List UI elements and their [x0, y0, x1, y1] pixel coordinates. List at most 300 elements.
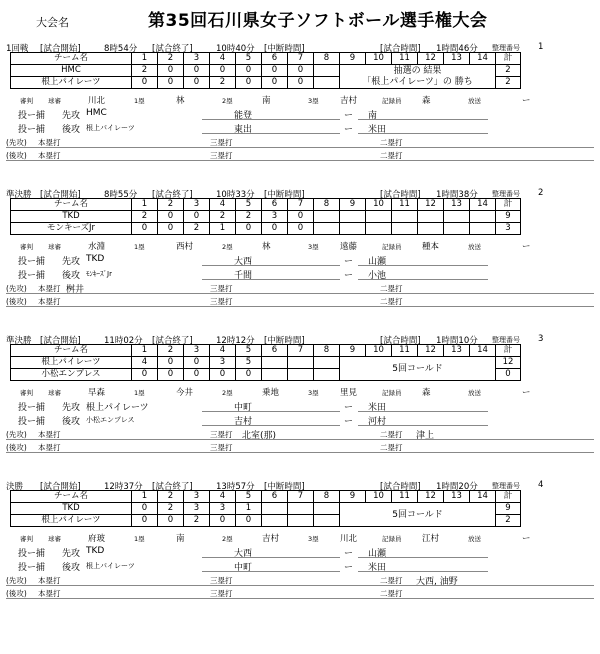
start-label: [試合開始]	[40, 190, 81, 200]
inning-score: 0	[158, 515, 184, 527]
battery-first-row	[6, 108, 594, 121]
second-base-umpire: 乗地	[262, 388, 280, 398]
inning-score	[288, 357, 314, 369]
inning-score: 1	[210, 223, 236, 235]
first-base-label: 1塁	[134, 97, 145, 105]
inning-score: 0	[184, 65, 210, 77]
first-base-umpire: 西村	[176, 242, 194, 252]
inning-score: 0	[158, 211, 184, 223]
first-att-team: TKD	[86, 254, 105, 264]
inning-header: 4	[210, 199, 236, 211]
inning-header: 12	[418, 53, 444, 65]
header-row	[11, 491, 521, 503]
team-total: 9	[496, 503, 521, 515]
third-base-umpire: 里見	[340, 388, 358, 398]
second-att-pitcher: 吉村	[234, 417, 253, 427]
team-total: 3	[496, 223, 521, 235]
team-row	[11, 223, 521, 235]
end-label: [試合終了]	[152, 190, 193, 200]
triple-label: 三塁打	[210, 576, 233, 585]
inning-header: 14	[470, 53, 496, 65]
score-table	[10, 198, 521, 235]
first-base-label: 1塁	[134, 535, 145, 543]
inning-header: 8	[314, 199, 340, 211]
third-base-label: 3塁	[308, 243, 319, 251]
battery-second-row	[6, 122, 594, 135]
second-att-catcher: 米田	[368, 563, 387, 573]
double-label: 二塁打	[380, 284, 403, 293]
inning-header: 9	[340, 199, 366, 211]
inning-header: 3	[184, 345, 210, 357]
serial-number: 1	[538, 42, 544, 52]
second-att-label: 後攻	[62, 125, 81, 135]
serial-number: 3	[538, 334, 544, 344]
inning-score: 0	[288, 65, 314, 77]
hits-second-row	[6, 587, 594, 599]
inning-score: 2	[236, 211, 262, 223]
plate-label: 球審	[48, 389, 61, 397]
game-block	[6, 480, 594, 630]
first-att-team: 根上パイレーツ	[86, 403, 149, 413]
second-base-umpire: 南	[262, 96, 271, 106]
inning-score	[340, 211, 366, 223]
battery-dash: ー	[344, 403, 354, 413]
double-label: 二塁打	[380, 430, 403, 439]
plate-umpire: 水淵	[88, 242, 106, 252]
inning-header: 13	[444, 199, 470, 211]
inning-score	[314, 65, 340, 77]
inning-score	[314, 357, 340, 369]
team-name: 根上パイレーツ	[11, 77, 132, 89]
hits-second-row	[6, 295, 594, 307]
inning-header: 1	[132, 345, 158, 357]
inning-score	[314, 515, 340, 527]
header-row	[11, 53, 521, 65]
battery-first-row	[6, 254, 594, 267]
plate-label: 球審	[48, 97, 61, 105]
inning-score: 3	[262, 211, 288, 223]
first-att-pitcher: 大西	[234, 257, 253, 267]
umpire-row	[10, 94, 594, 106]
serial-number: 4	[538, 480, 544, 490]
second-att-label: 後攻	[62, 271, 81, 281]
first-att-paren: (先攻)	[6, 576, 27, 585]
inning-score: 5	[236, 357, 262, 369]
team-total: 9	[496, 211, 521, 223]
double-label: 二塁打	[380, 297, 403, 306]
inning-header: 7	[288, 491, 314, 503]
triple-label: 三塁打	[210, 443, 233, 452]
first-att-pitcher: 能登	[234, 111, 253, 121]
inning-score	[314, 369, 340, 381]
second-att-pitcher: 東出	[234, 125, 253, 135]
double-label: 二塁打	[380, 151, 403, 160]
inning-score: 0	[262, 223, 288, 235]
duration-label: [試合時間]	[380, 482, 421, 492]
end-label: [試合終了]	[152, 336, 193, 346]
inning-score	[288, 515, 314, 527]
inning-score: 2	[132, 211, 158, 223]
inning-header: 2	[158, 491, 184, 503]
first-base-umpire: 南	[176, 534, 185, 544]
inning-score: 0	[288, 223, 314, 235]
total-header: 計	[496, 491, 521, 503]
inning-score: 0	[184, 369, 210, 381]
second-att-paren: (後攻)	[6, 151, 27, 160]
serial-number: 2	[538, 188, 544, 198]
announcer-label: 放送	[468, 535, 481, 543]
inning-score	[314, 211, 340, 223]
result-note-line: 5回コールド	[392, 363, 443, 374]
hr-label: 本塁打	[38, 576, 61, 585]
start-label: [試合開始]	[40, 44, 81, 54]
inning-score: 3	[184, 503, 210, 515]
battery-dash: ー	[344, 125, 354, 135]
inning-header: 10	[366, 345, 392, 357]
hr-label: 本塁打	[38, 297, 61, 306]
inning-header: 3	[184, 53, 210, 65]
inning-header: 4	[210, 345, 236, 357]
game-block	[6, 334, 594, 484]
hr-label: 本塁打	[38, 284, 61, 293]
third-base-label: 3塁	[308, 389, 319, 397]
inning-score: 3	[210, 503, 236, 515]
hits-second-row	[6, 441, 594, 453]
team-row	[11, 65, 521, 77]
result-note-line: 「根上パイレーツ」の 勝ち	[362, 76, 473, 87]
inning-header: 11	[392, 345, 418, 357]
inning-score: 0	[236, 369, 262, 381]
first-att-label: 先攻	[62, 111, 81, 121]
battery-dash: ー	[344, 271, 354, 281]
suspend-label: [中断時間]	[264, 482, 305, 492]
first-att-double: 大西, 油野	[416, 577, 458, 587]
first-att-catcher: 米田	[368, 403, 387, 413]
inning-score	[262, 515, 288, 527]
third-base-label: 3塁	[308, 535, 319, 543]
second-base-umpire: 林	[262, 242, 271, 252]
result-note	[340, 357, 496, 381]
triple-label: 三塁打	[210, 297, 233, 306]
inning-header: 12	[418, 491, 444, 503]
inning-score	[288, 369, 314, 381]
hr-label: 本塁打	[38, 151, 61, 160]
inning-header: 9	[340, 53, 366, 65]
announcer-label: 放送	[468, 243, 481, 251]
battery-first-row	[6, 400, 594, 413]
inning-header: 11	[392, 53, 418, 65]
inning-header: 3	[184, 199, 210, 211]
team-name-header: チーム名	[11, 345, 132, 357]
inning-header: 14	[470, 491, 496, 503]
inning-header: 9	[340, 345, 366, 357]
inning-header: 11	[392, 199, 418, 211]
inning-header: 9	[340, 491, 366, 503]
first-att-label: 先攻	[62, 403, 81, 413]
inning-header: 5	[236, 53, 262, 65]
team-total: 12	[496, 357, 521, 369]
duration-label: [試合時間]	[380, 44, 421, 54]
team-row	[11, 211, 521, 223]
scorer-label: 記録員	[382, 97, 402, 105]
inning-score	[366, 223, 392, 235]
inning-header: 6	[262, 199, 288, 211]
inning-score: 0	[132, 369, 158, 381]
inning-score: 0	[288, 211, 314, 223]
round-label: 1回戦	[6, 44, 29, 54]
result-note-line: 抽選の 結果	[393, 65, 442, 76]
inning-score	[288, 503, 314, 515]
scorer-label: 記録員	[382, 535, 402, 543]
second-att-label: 後攻	[62, 563, 81, 573]
inning-header: 8	[314, 491, 340, 503]
second-att-team: 根上パイレーツ	[86, 124, 135, 132]
serial-label: 整理番号	[492, 336, 520, 344]
first-base-umpire: 林	[176, 96, 185, 106]
scorer-name: 森	[422, 96, 431, 106]
second-att-label: 後攻	[62, 417, 81, 427]
pc-label: 投ー捕	[18, 125, 46, 135]
duration-label: [試合時間]	[380, 190, 421, 200]
team-name: TKD	[11, 503, 132, 515]
start-label: [試合開始]	[40, 482, 81, 492]
first-att-paren: (先攻)	[6, 284, 27, 293]
umpire-label: 審判	[20, 97, 33, 105]
score-table	[10, 344, 521, 381]
hr-label: 本塁打	[38, 138, 61, 147]
pc-label: 投ー捕	[18, 403, 46, 413]
third-base-umpire: 川北	[340, 534, 358, 544]
inning-score: 0	[210, 65, 236, 77]
inning-header: 1	[132, 199, 158, 211]
first-att-team: HMC	[86, 108, 107, 118]
first-att-label: 先攻	[62, 257, 81, 267]
first-att-paren: (先攻)	[6, 430, 27, 439]
first-att-team: TKD	[86, 546, 105, 556]
first-base-label: 1塁	[134, 389, 145, 397]
triple-label: 三塁打	[210, 589, 233, 598]
game-block	[6, 42, 594, 192]
second-att-team: 根上パイレーツ	[86, 562, 135, 570]
inning-score: 2	[184, 515, 210, 527]
hr-label: 本塁打	[38, 430, 61, 439]
inning-score	[262, 369, 288, 381]
inning-score: 0	[158, 357, 184, 369]
triple-label: 三塁打	[210, 138, 233, 147]
inning-score: 2	[210, 77, 236, 89]
inning-header: 2	[158, 345, 184, 357]
header-row	[11, 345, 521, 357]
battery-first-row	[6, 546, 594, 559]
first-att-triple: 北室(那)	[242, 431, 277, 441]
inning-score: 2	[132, 65, 158, 77]
team-name: 根上パイレーツ	[11, 515, 132, 527]
inning-header: 5	[236, 345, 262, 357]
pc-label: 投ー捕	[18, 111, 46, 121]
plate-label: 球審	[48, 535, 61, 543]
page-title: 第35回石川県女子ソフトボール選手権大会	[148, 11, 488, 31]
umpire-row	[10, 532, 594, 544]
inning-score	[262, 357, 288, 369]
battery-dash: ー	[344, 563, 354, 573]
inning-score	[392, 211, 418, 223]
inning-header: 7	[288, 345, 314, 357]
scorer-name: 江村	[422, 534, 440, 544]
umpire-row	[10, 386, 594, 398]
inning-header: 6	[262, 53, 288, 65]
hr-label: 本塁打	[38, 589, 61, 598]
double-label: 二塁打	[380, 589, 403, 598]
inning-score: 3	[210, 357, 236, 369]
umpire-label: 審判	[20, 389, 33, 397]
inning-score: 4	[132, 357, 158, 369]
announcer-name: ー	[522, 242, 531, 252]
inning-score: 2	[158, 503, 184, 515]
inning-header: 4	[210, 53, 236, 65]
pc-label: 投ー捕	[18, 257, 46, 267]
second-att-catcher: 米田	[368, 125, 387, 135]
first-att-pitcher: 大西	[234, 549, 253, 559]
umpire-label: 審判	[20, 535, 33, 543]
second-base-label: 2塁	[222, 389, 233, 397]
first-att-hr: 桝井	[66, 285, 85, 295]
inning-score: 2	[184, 223, 210, 235]
team-total: 0	[496, 369, 521, 381]
header-row	[11, 199, 521, 211]
double-label: 二塁打	[380, 576, 403, 585]
total-header: 計	[496, 53, 521, 65]
inning-score: 0	[236, 223, 262, 235]
plate-umpire: 早森	[88, 388, 106, 398]
inning-score: 0	[236, 65, 262, 77]
inning-score: 1	[236, 503, 262, 515]
scorer-label: 記録員	[382, 243, 402, 251]
announcer-name: ー	[522, 388, 531, 398]
inning-score: 0	[236, 515, 262, 527]
suspend-label: [中断時間]	[264, 44, 305, 54]
score-table	[10, 490, 521, 527]
second-base-label: 2塁	[222, 97, 233, 105]
inning-score	[314, 503, 340, 515]
start-time: 11時02分	[104, 336, 143, 346]
team-name: TKD	[11, 211, 132, 223]
umpire-row	[10, 240, 594, 252]
inning-score	[392, 223, 418, 235]
team-total: 2	[496, 77, 521, 89]
pc-label: 投ー捕	[18, 271, 46, 281]
inning-score: 0	[132, 77, 158, 89]
third-base-umpire: 遠藤	[340, 242, 358, 252]
inning-score	[418, 223, 444, 235]
third-base-label: 3塁	[308, 97, 319, 105]
inning-score	[470, 223, 496, 235]
suspend-label: [中断時間]	[264, 190, 305, 200]
battery-dash: ー	[344, 111, 354, 121]
plate-umpire: 川北	[88, 96, 106, 106]
inning-header: 14	[470, 199, 496, 211]
first-att-catcher: 山瀬	[368, 257, 387, 267]
second-att-team: ﾓﾝｷｰｽﾞJr	[86, 270, 112, 278]
duration-value: 1時間10分	[436, 336, 478, 346]
announcer-label: 放送	[468, 97, 481, 105]
end-label: [試合終了]	[152, 482, 193, 492]
tournament-label: 大会名	[36, 16, 69, 29]
inning-score	[444, 223, 470, 235]
inning-header: 6	[262, 345, 288, 357]
first-att-catcher: 南	[368, 111, 378, 121]
pc-label: 投ー捕	[18, 549, 46, 559]
hr-label: 本塁打	[38, 443, 61, 452]
double-label: 二塁打	[380, 138, 403, 147]
inning-header: 14	[470, 345, 496, 357]
pc-label: 投ー捕	[18, 417, 46, 427]
inning-header: 6	[262, 491, 288, 503]
inning-score: 0	[158, 77, 184, 89]
inning-header: 1	[132, 53, 158, 65]
triple-label: 三塁打	[210, 430, 233, 439]
inning-header: 8	[314, 53, 340, 65]
inning-score: 0	[288, 77, 314, 89]
inning-header: 10	[366, 199, 392, 211]
first-att-double: 津上	[416, 431, 435, 441]
total-header: 計	[496, 199, 521, 211]
inning-score: 0	[184, 77, 210, 89]
inning-header: 3	[184, 491, 210, 503]
end-label: [試合終了]	[152, 44, 193, 54]
inning-header: 13	[444, 53, 470, 65]
inning-header: 11	[392, 491, 418, 503]
hits-first-row	[6, 136, 594, 148]
first-att-catcher: 山瀬	[368, 549, 387, 559]
start-time: 8時55分	[104, 190, 138, 200]
game-block	[6, 188, 594, 338]
second-att-pitcher: 千間	[234, 271, 253, 281]
inning-score	[470, 211, 496, 223]
second-att-catcher: 小池	[368, 271, 387, 281]
inning-score	[262, 503, 288, 515]
inning-header: 2	[158, 53, 184, 65]
inning-score: 0	[262, 65, 288, 77]
battery-second-row	[6, 414, 594, 427]
inning-score: 0	[236, 77, 262, 89]
inning-score: 0	[158, 369, 184, 381]
inning-score: 0	[158, 65, 184, 77]
hits-first-row	[6, 282, 594, 294]
battery-dash: ー	[344, 549, 354, 559]
team-total: 2	[496, 65, 521, 77]
second-base-label: 2塁	[222, 243, 233, 251]
second-att-pitcher: 中町	[234, 563, 253, 573]
inning-score	[340, 223, 366, 235]
duration-value: 1時間20分	[436, 482, 478, 492]
inning-score	[314, 223, 340, 235]
team-name: 根上パイレーツ	[11, 357, 132, 369]
round-label: 決勝	[6, 482, 24, 492]
inning-header: 10	[366, 53, 392, 65]
start-time: 12時37分	[104, 482, 143, 492]
duration-value: 1時間46分	[436, 44, 478, 54]
team-name-header: チーム名	[11, 53, 132, 65]
team-name: HMC	[11, 65, 132, 77]
plate-umpire: 府玻	[88, 534, 106, 544]
serial-label: 整理番号	[492, 190, 520, 198]
end-time: 13時57分	[216, 482, 255, 492]
team-name-header: チーム名	[11, 491, 132, 503]
first-att-paren: (先攻)	[6, 138, 27, 147]
second-base-label: 2塁	[222, 535, 233, 543]
inning-score: 0	[132, 515, 158, 527]
second-base-umpire: 吉村	[262, 534, 280, 544]
